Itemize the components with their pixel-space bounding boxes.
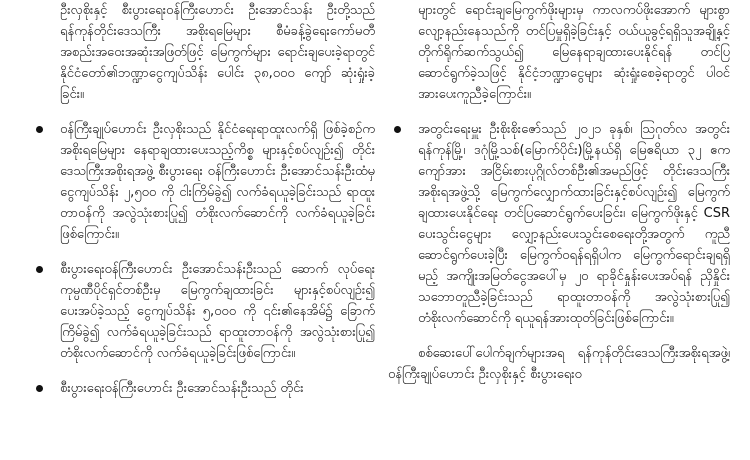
intro-paragraph: ဦးလှစိုးနှင့် စီးပွားရေးဝန်ကြီးဟောင်း ဦးအောင်သန်း ဦးတို့သည် ရန်ကုန်တိုင်းဒေသကြီး အစိုးရမြေများ စီမံခန့်ခွဲရေးကော်မတီ အစည်းအဝေးအဆုံးအဖြတ်ဖြင့် မြေကွက်များ ရောင်းချပေးခဲ့ရာတွင် နိုင်ငံတော်၏ဘဏ္ဍာငွေကျပ်သိန်း ပေါင်း ၃၈,၀၀၀ ကျော် ဆုံးရှုံးခဲ့ခြင်း။ [60,3,375,102]
list-item [30,119,375,245]
continued-paragraph: များတွင် ရောင်းချမြေကွက်ဖိုးများမှ ကာလကပ်ဖိုးအောက် များစွာလျော့နည်းနေသည်ကို တင်ပြမှုရှိခဲ့ခြင်းနှင့် ဝယ်ယူခွင့်ရရှိသူအချို့နှင့် တိုက်ရိုက်ဆက်သွယ်၍ မြေနေရာချထားပေးနိုင်ရန် တင်ပြဆောင်ရွက်ခဲ့သဖြင့် နိုင်ငံ့ဘဏ္ဍာငွေများ ဆုံးရှုံးစေခဲ့ရာတွင် ပါဝင်အားပေးကူညီခဲ့ကြောင်း။ [418,3,730,102]
list-item-text: အတွင်းရေးမှူး ဦးစိုးစိုးဇော်သည် ၂၀၂၁ ခုနှစ်၊ ဩဂုတ်လ အတွင်း ရန်ကုန်မြို့၊ ဒဂုံမြို့သစ်(မြောက်ပိုင်း)မြို့နယ်ရှိ မြေဧရိယာ ၃၂ ဧကကျော်အား အငြိမ်းစားပုဂ္ဂိုလ်တစ်ဦး၏အမည်ဖြင့် တိုင်းဒေသကြီးအစိုးရအဖွဲ့သို့ မြေကွက်လျှောက်ထားခြင်းနှင့်စပ်လျဉ်း၍ မြေကွက်ချထားပေးနိုင်ရေး တင်ပြဆောင်ရွက်ပေးခြင်း၊ မြေကွက်ဖိုးနှင့် CSR ပေးသွင်းငွေများ လျှော့နည်းပေးသွင်းစေရေးတို့အတွက် ကူညီဆောင်ရွက်ပေးခဲ့ပြီး မြေကွက်ဝရန်ရရှိပါက မြေကွက်ရောင်းချရရှိမည့် အကျိုးအမြတ်ငွေအပေါ်မှ ၂၀ ရာခိုင်နှုန်းပေးအပ်ရန် ညှိနှိုင်းသဘောတူညီခဲ့ခြင်းသည် ရာထူးတာဝန်ကို အလွဲသုံးစားပြု၍ တံစိုးလက်ဆောင်ကို ရယူရန်အားထုတ်ခြင်းဖြစ်ကြောင်း။ [418,122,730,326]
bullet-icon [36,126,43,133]
list-item [30,259,375,364]
bullet-icon [394,126,401,133]
list-item-text: ဝန်ကြီးချုပ်ဟောင်း ဦးလှစိုးသည် နိုင်ငံရေးရာထူးလက်ရှိ ဖြစ်ခဲ့စဉ်က အစိုးရမြေများ နေရာချထားပေးသည့်ကိစ္စ များနှင့်စပ်လျဉ်း၍ တိုင်းဒေသကြီးအစိုးရအဖွဲ့ စီးပွားရေး ဝန်ကြီးဟောင်း ဦးအောင်သန်းဦးထံမှ ငွေကျပ်သိန်း ၂,၅၀၀ ကို ငါးကြိမ်ခွဲ၍ လက်ခံရယူခဲ့ခြင်းသည် ရာထူးတာဝန်ကို အလွဲသုံးစားပြု၍ တံစိုးလက်ဆောင်ကို လက်ခံရယူခဲ့ခြင်း ဖြစ်ကြောင်း။ [60,122,375,242]
list-item-text: စီးပွားရေးဝန်ကြီးဟောင်း ဦးအောင်သန်းဦးသည် တိုင်း [60,381,304,396]
bullet-icon [36,266,43,273]
list-item [30,378,375,399]
list-item [388,119,730,329]
closing-paragraph: စစ်ဆေးပေါ်ပေါက်ချက်များအရ ရန်ကုန်တိုင်းဒေသကြီးအစိုးရအဖွဲ့၊ ဝန်ကြီးချုပ်ဟောင်း ဦးလှစိုးနှင့် စီးပွားရေးဝ [388,346,730,382]
list-item-text: စီးပွားရေးဝန်ကြီးဟောင်း ဦးအောင်သန်းဦးသည် ဆောက် လုပ်ရေးကုမ္ပဏီပိုင်ရှင်တစ်ဦးမှ မြေကွက်ချထားခြင်း များနှင့်စပ်လျဉ်း၍ ပေးအပ်ခဲ့သည့် ငွေကျပ်သိန်း ၅,၀၀၀ ကို ၎င်း၏နေအိမ်၌ ခြောက်ကြိမ်ခွဲ၍ လက်ခံရယူခဲ့ခြင်းသည် ရာထူးတာဝန်ကို အလွဲသုံးစားပြု၍ တံစိုးလက်ဆောင်ကို လက်ခံရယူခဲ့ခြင်းဖြစ်ကြောင်း။ [60,262,375,361]
left-column [30,0,375,413]
right-column [388,0,730,385]
bullet-icon [36,385,43,392]
